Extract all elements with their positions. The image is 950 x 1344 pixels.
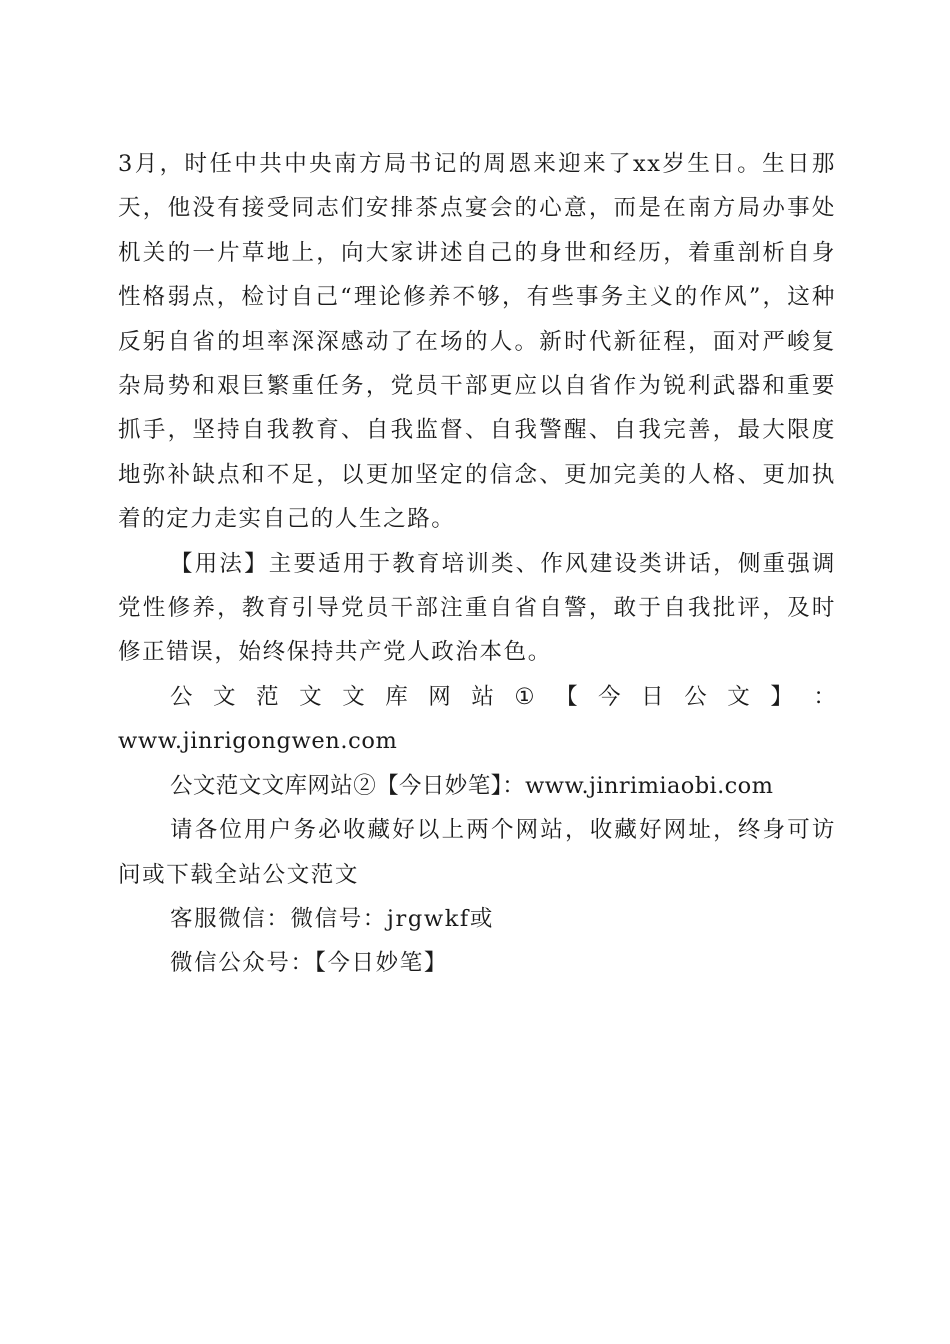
site-1-char: 文 [213, 683, 236, 710]
site-1-char: ① [514, 683, 535, 710]
site-1-char: 站 [471, 683, 494, 710]
site-1-url[interactable]: www.jinrigongwen.com [118, 728, 398, 755]
site-1-char: 库 [385, 683, 408, 710]
site-1-char: 公 [170, 683, 193, 710]
body-paragraph-2-usage: 【用法】主要适用于教育培训类、作风建设类讲话，侧重强调党性修养，教育引导党员干部注重自省自警，敢于自我批评，及时修正错误，始终保持共产党人政治本色。 [118, 550, 836, 666]
site-1-char: 公 [684, 683, 707, 710]
site-1-char: 文 [299, 683, 322, 710]
customer-service-wechat: 客服微信：微信号：jrgwkf或 [170, 905, 494, 932]
site-2-line: 公文范文文库网站②【今日妙笔】：www.jinrimiaobi.com [170, 772, 774, 799]
site-1-char: 】 [770, 683, 793, 710]
site-1-char: 文 [727, 683, 750, 710]
site-1-char: 【 [555, 683, 578, 710]
site-1-char: 网 [428, 683, 451, 710]
document-page [118, 142, 836, 986]
body-paragraph-1: 3月，时任中共中央南方局书记的周恩来迎来了xx岁生日。生日那天，他没有接受同志们安排茶点宴会的心意，而是在南方局办事处机关的一片草地上，向大家讲述自己的身世和经历，着重剖析自身性格弱点，检讨自己“理论修养不够，有些事务主义的作风”，这种反躬自省的坦率深深感动了在场的人。新时代新征程，面对严峻复杂局势和艰巨繁重任务，党员干部更应以自省作为锐利武器和重要抓手，坚持自我教育、自我监督、自我警醒、自我完善，最大限度地弥补缺点和不足，以更加坚定的信念、更加完美的人格、更加执着的定力走实自己的人生之路。 [118, 151, 836, 533]
site-1-char: 日 [641, 683, 664, 710]
site-1-char: 今 [598, 683, 621, 710]
site-1-char: 范 [256, 683, 279, 710]
site-1-label-line [118, 675, 836, 719]
bookmark-notice: 请各位用户务必收藏好以上两个网站，收藏好网址，终身可访问或下载全站公文范文 [118, 817, 836, 888]
site-1-char: 文 [342, 683, 365, 710]
official-account: 微信公众号：【今日妙笔】 [170, 950, 448, 977]
site-1-char: ： [813, 683, 836, 710]
